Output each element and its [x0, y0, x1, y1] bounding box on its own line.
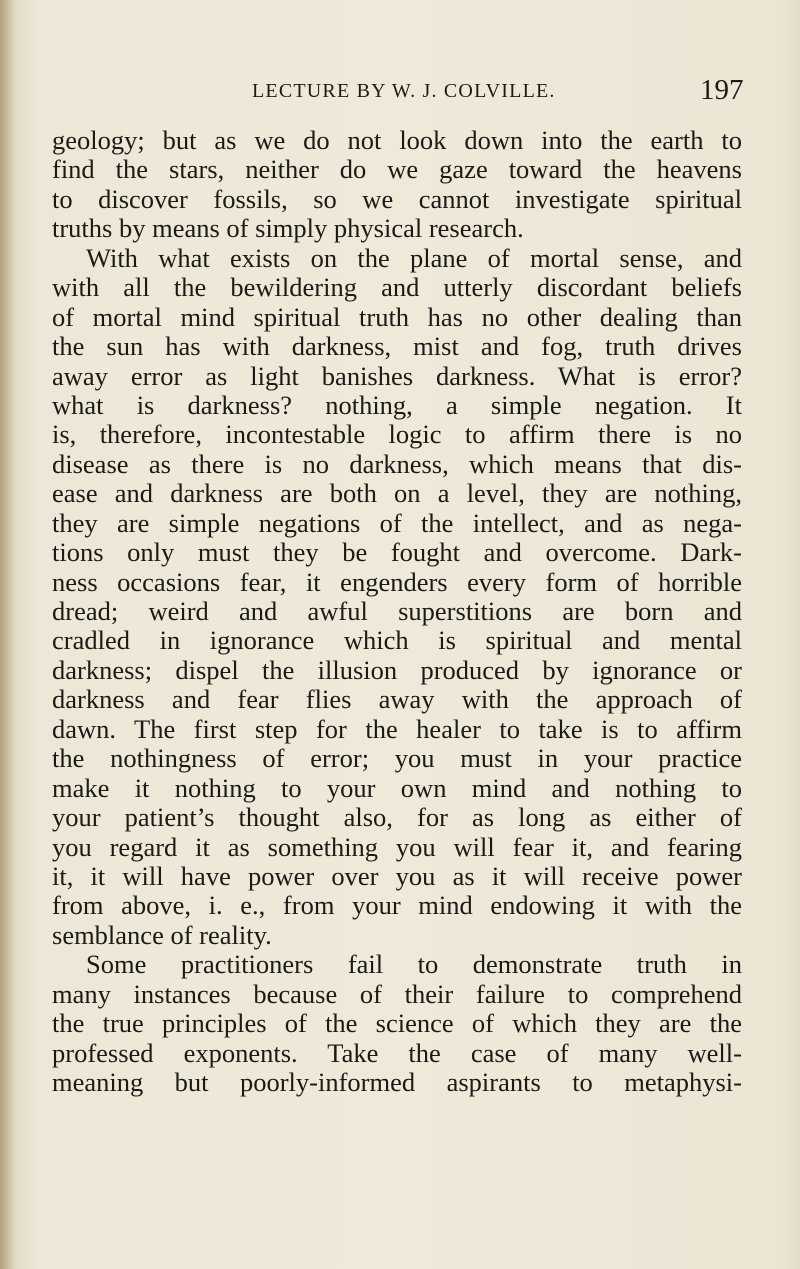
text-line: ease and darkness are both on a level, they are nothing, — [52, 478, 742, 509]
text-line: darkness; dispel the illusion produced by ignorance or — [52, 654, 742, 685]
text-line: what is darkness? nothing, a simple negation. It — [52, 389, 742, 420]
text-line: the true principles of the science of which they are the — [52, 1008, 742, 1039]
text-line: with all the bewildering and utterly discordant beliefs — [52, 272, 742, 303]
text-line: to discover fossils, so we cannot investigate spiritual — [52, 183, 742, 214]
text-line: darkness and fear flies away with the approach of — [52, 684, 742, 715]
text-line: Some practitioners fail to demonstrate truth in — [86, 949, 742, 980]
page-number: 197 — [700, 74, 744, 106]
text-line: With what exists on the plane of mortal sense, and — [86, 242, 742, 273]
text-line: from above, i. e., from your mind endowing it with the — [52, 890, 742, 921]
text-line: dread; weird and awful superstitions are born and — [52, 596, 742, 626]
text-line: find the stars, neither do we gaze toward the heavens — [52, 154, 742, 185]
text-line: cradled in ignorance which is spiritual and mental — [52, 625, 742, 656]
running-head: LECTURE BY W. J. COLVILLE. — [252, 80, 556, 102]
text-line: tions only must they be fought and overcome. Dark- — [52, 537, 742, 568]
text-line: away error as light banishes darkness. What is error? — [52, 360, 742, 391]
text-line: meaning but poorly-informed aspirants to metaphysi- — [52, 1067, 742, 1097]
text-line: truths by means of simply physical research. — [52, 213, 524, 244]
text-line: semblance of reality. — [52, 919, 272, 950]
text-line: disease as there is no darkness, which means that dis- — [52, 448, 742, 479]
text-line: the sun has with darkness, mist and fog, truth drives — [52, 331, 742, 362]
text-line: many instances because of their failure to comprehend — [52, 978, 742, 1009]
text-line: geology; but as we do not look down into the earth to — [52, 125, 742, 155]
text-line: ness occasions fear, it engenders every form of horrible — [52, 566, 742, 597]
text-line: make it nothing to your own mind and nothing to — [52, 772, 742, 803]
text-line: the nothingness of error; you must in your practice — [52, 743, 742, 774]
text-line: professed exponents. Take the case of many well- — [52, 1037, 742, 1068]
text-line: of mortal mind spiritual truth has no other dealing than — [52, 301, 742, 332]
text-line: your patient’s thought also, for as long as either of — [52, 802, 742, 833]
text-line: is, therefore, incontestable logic to affirm there is no — [52, 419, 742, 450]
text-line: they are simple negations of the intellect, and as nega- — [52, 507, 742, 538]
binding-shadow — [0, 0, 16, 1269]
text-line: it, it will have power over you as it will receive power — [52, 860, 742, 891]
body-text — [52, 126, 742, 1097]
text-line: dawn. The first step for the healer to take is to affirm — [52, 713, 742, 744]
text-line: you regard it as something you will fear it, and fearing — [52, 831, 742, 862]
page-header — [0, 74, 800, 114]
